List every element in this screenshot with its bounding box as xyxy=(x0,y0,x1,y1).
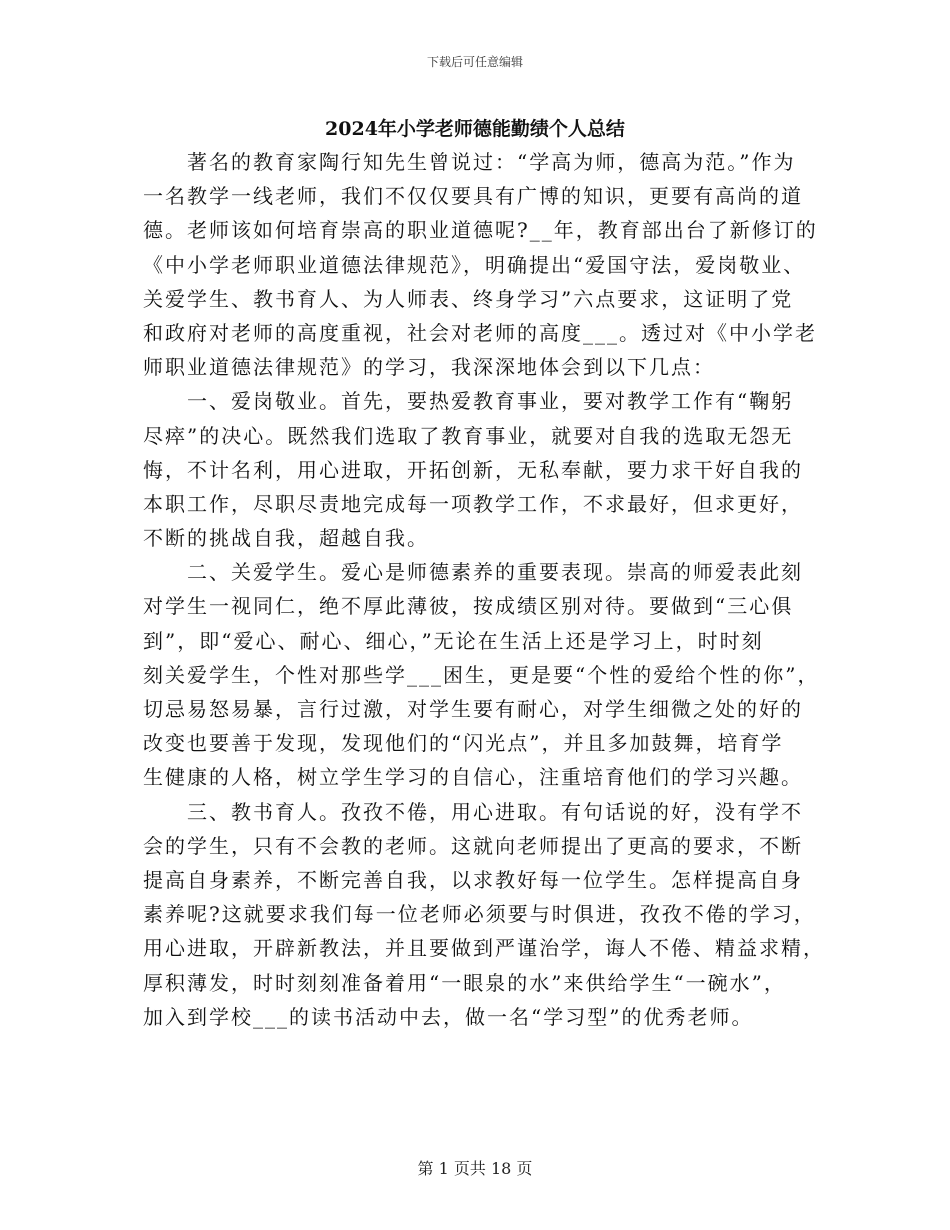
paragraph-line: 不断的挑战自我，超越自我。 xyxy=(143,526,429,551)
paragraph-line: 著名的教育家陶行知先生曾说过：“学高为师，德高为范。”作为 xyxy=(187,150,796,174)
paragraph-line: 一名教学一线老师，我们不仅仅要具有广博的知识，更要有高尚的道 xyxy=(143,184,803,209)
document-title: 2024年小学老师德能勤绩个人总结 xyxy=(325,118,625,140)
paragraph-line: 改变也要善于发现，发现他们的“闪光点”，并且多加鼓舞，培育学 xyxy=(143,731,784,756)
paragraph-line: 加入到学校___的读书活动中去，做一名“学习型”的优秀老师。 xyxy=(143,1004,754,1029)
paragraph-line: 关爱学生、教书育人、为人师表、终身学习”六点要求，这证明了党 xyxy=(143,286,794,311)
paragraph-line: 到”，即“爱心、耐心、细心，”无论在生活上还是学习上，时时刻 xyxy=(143,628,764,653)
paragraph-line: 师职业道德法律规范》的学习，我深深地体会到以下几点： xyxy=(143,355,715,380)
paragraph-line: 本职工作，尽职尽责地完成每一项教学工作，不求最好，但求更好， xyxy=(143,491,803,516)
paragraph-line: 尽瘁”的决心。既然我们选取了教育事业，就要对自我的选取无怨无 xyxy=(143,423,794,448)
paragraph-line: 悔，不计名利，用心进取，开拓创新，无私奉献，要力求干好自我的 xyxy=(143,457,803,482)
paragraph-line: 三、教书育人。孜孜不倦，用心进取。有句话说的好，没有学不 xyxy=(187,799,803,824)
paragraph-line: 会的学生，只有不会教的老师。这就向老师提出了更高的要求，不断 xyxy=(143,833,803,858)
paragraph-line: 刻关爱学生，个性对那些学___困生，更是要“个性的爱给个性的你”， xyxy=(143,662,820,687)
paragraph-line: 提高自身素养，不断完善自我，以求教好每一位学生。怎样提高自身 xyxy=(143,867,803,892)
paragraph-line: 德。老师该如何培育崇高的职业道德呢?__年，教育部出台了新修订的 xyxy=(143,218,818,243)
paragraph-line: 用心进取，开辟新教法，并且要做到严谨治学，诲人不倦、精益求精， xyxy=(143,936,825,961)
paragraph-line: 生健康的人格，树立学生学习的自信心，注重培育他们的学习兴趣。 xyxy=(143,765,803,790)
paragraph-line: 和政府对老师的高度重视，社会对老师的高度___。透过对《中小学老 xyxy=(143,320,817,345)
paragraph-line: 厚积薄发，时时刻刻准备着用“一眼泉的水”来供给学生“一碗水”， xyxy=(143,970,786,995)
paragraph-line: 一、爱岗敬业。首先，要热爱教育事业，要对教学工作有“鞠躬 xyxy=(187,389,794,414)
page-header-note: 下载后可任意编辑 xyxy=(426,55,523,69)
paragraph-line: 素养呢?这就要求我们每一位老师必须要与时俱进，孜孜不倦的学习， xyxy=(143,902,816,927)
paragraph-line: 切忌易怒易暴，言行过激，对学生要有耐心，对学生细微之处的好的 xyxy=(143,697,803,721)
paragraph-line: 《中小学老师职业道德法律规范》，明确提出“爱国守法，爱岗敬业、 xyxy=(143,252,806,277)
page-number-footer: 第 1 页共 18 页 xyxy=(417,1159,533,1178)
paragraph-line: 二、关爱学生。爱心是师德素养的重要表现。崇高的师爱表此刻 xyxy=(187,560,803,585)
document-body xyxy=(143,145,825,1034)
paragraph-line: 对学生一视同仁，绝不厚此薄彼，按成绩区别对待。要做到“三心俱 xyxy=(143,594,794,619)
